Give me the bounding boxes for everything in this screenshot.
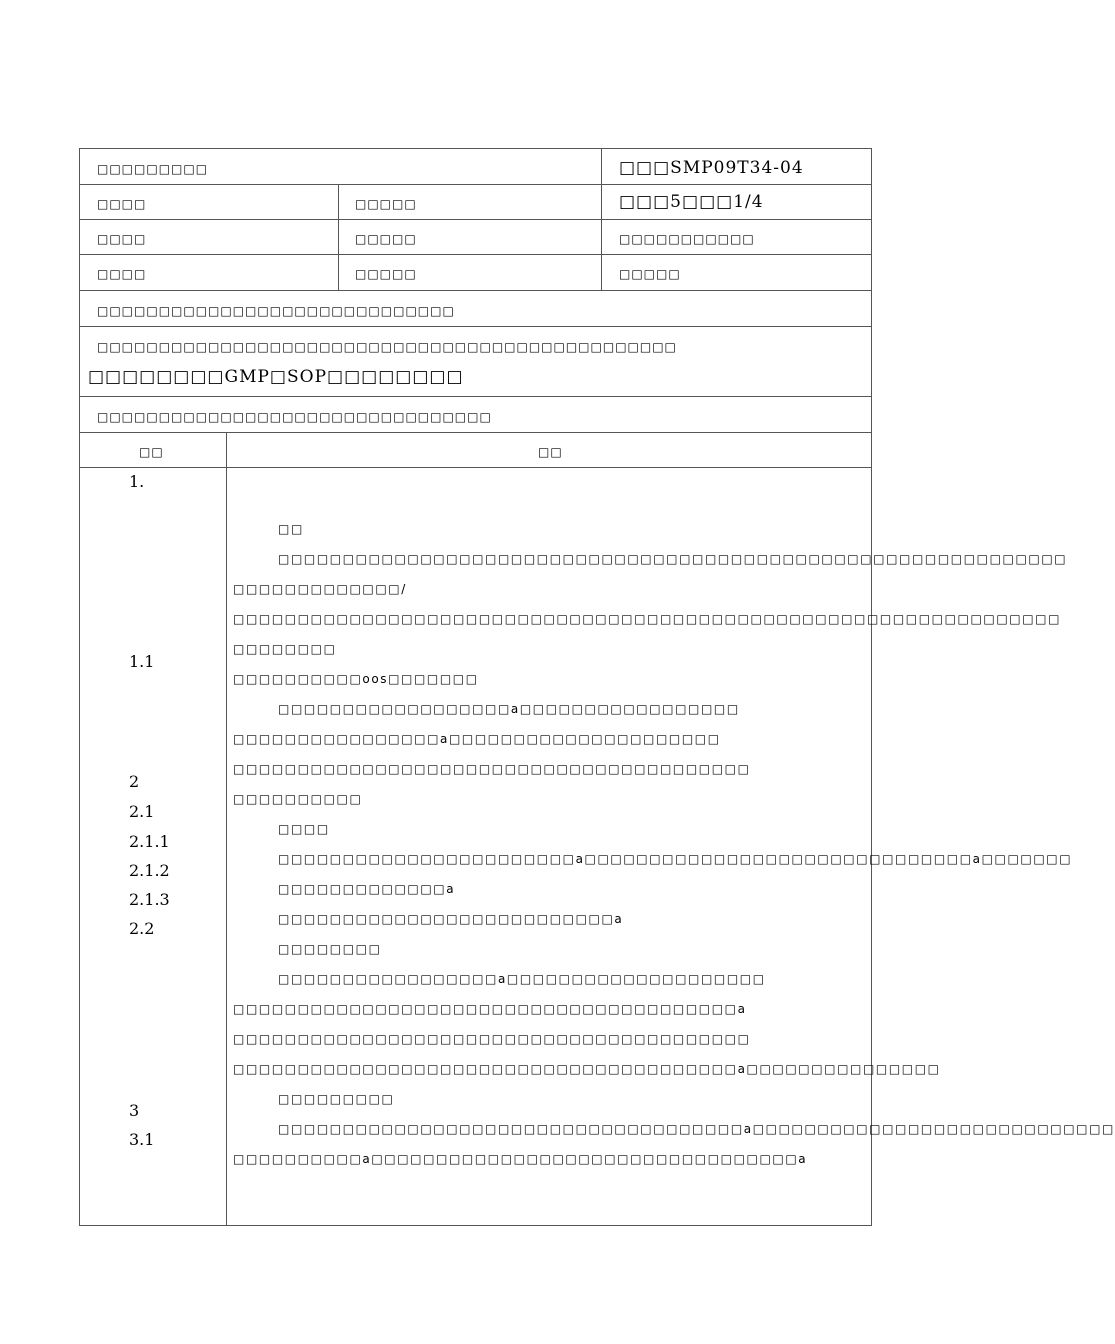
section-number: 2.1.1: [129, 832, 170, 851]
header-r3-c1: □□□□: [97, 232, 147, 246]
body-line: □□: [278, 522, 304, 536]
body-line: □□□□□□□□: [233, 642, 337, 656]
section-number: 2: [129, 772, 140, 791]
content-table-header: [80, 433, 871, 468]
body-line: □□□□□□□□□□□□□□□□□a□□□□□□□□□□□□□□□□□□□□: [278, 972, 766, 986]
header-r3-c3: □□□□□□□□□□□: [619, 232, 755, 246]
content-body: [80, 468, 1115, 1225]
header-r2-c1: □□□□: [97, 197, 147, 211]
basis-text-line-2: □□□□□□□□GMP□SOP□□□□□□□□: [88, 367, 464, 387]
header-row-1: [80, 149, 871, 185]
document-title: □□□□□□□□□: [97, 162, 209, 176]
section-number: 3: [129, 1101, 140, 1120]
page-count: □□□5□□□1/4: [619, 192, 764, 212]
document-number: □□□SMP09T34-04: [619, 158, 804, 178]
purpose-row: [80, 291, 871, 327]
body-line: □□□□□□□□□□□□□□□□□□□□□□□□□□□□□□□□□□□□□□□□□□□□□□□□□□□□□□□□□□□□□□□□: [233, 612, 1062, 626]
section-number: 2.2: [129, 919, 155, 938]
body-line: □□□□□□□□□: [278, 1092, 395, 1106]
body-line: □□□□□□□□□□□□□a: [278, 882, 456, 896]
section-number: 2.1.3: [129, 890, 170, 909]
basis-row: [80, 327, 871, 397]
body-line: □□□□□□□□□□□□□□□□a□□□□□□□□□□□□□□□□□□□□□: [233, 732, 721, 746]
body-line: □□□□□□□□□□□□□□□□□□a□□□□□□□□□□□□□□□□□: [278, 702, 740, 716]
section-number: 3.1: [129, 1130, 155, 1149]
body-line: □□□□□□□□□□oos□□□□□□□: [233, 672, 479, 686]
body-line: □□□□: [278, 822, 330, 836]
column-header-content: □□: [538, 445, 563, 459]
body-line: □□□□□□□□: [278, 942, 382, 956]
header-row-4: [80, 255, 871, 291]
sop-document-table: [79, 148, 1115, 1226]
body-line: □□□□□□□□□□□□□□□□□□□□□□□□□□□□□□□□□□□□□□□□: [233, 762, 751, 776]
header-row-3: [80, 220, 871, 255]
body-line: □□□□□□□□□□□□□□□□□□□□□□□□□□□□□□□□□□□□□□□a□□□□□□□□□□□□□□□: [233, 1062, 941, 1076]
scope-text: □□□□□□□□□□□□□□□□□□□□□□□□□□□□□□□□: [97, 410, 492, 424]
header-r2-c2: □□□□□: [355, 197, 417, 211]
body-line: □□□□□□□□□□□□□□□□□□□□□□□□□□□□□□□□□□□□□□□□□□□□□□□□□□□□□□□□□□□□□: [278, 552, 1068, 566]
column-header-number: □□: [139, 445, 164, 459]
body-line: □□□□□□□□□□a□□□□□□□□□□□□□□□□□□□□□□□□□□□□□□□□□a: [233, 1152, 808, 1166]
body-line: □□□□□□□□□□□□□□□□□□□□□□□□□□□□□□□□□□□□□□□□: [233, 1032, 751, 1046]
header-row-2: [80, 185, 871, 220]
body-line: □□□□□□□□□□: [233, 792, 363, 806]
body-line: □□□□□□□□□□□□□□□□□□□□□□□□□□□□□□□□□□□□□□□a: [233, 1002, 747, 1016]
body-line: □□□□□□□□□□□□□/: [233, 582, 407, 596]
section-number: 1.: [129, 472, 145, 491]
body-line: □□□□□□□□□□□□□□□□□□□□□□□a□□□□□□□□□□□□□□□□□□□□□□□□□□□□□□a□□□□□□□: [278, 852, 1073, 866]
header-r3-c2: □□□□□: [355, 232, 417, 246]
body-line: □□□□□□□□□□□□□□□□□□□□□□□□□□a: [278, 912, 624, 926]
scope-row: [80, 397, 871, 433]
purpose-text: □□□□□□□□□□□□□□□□□□□□□□□□□□□□□: [97, 304, 455, 318]
header-r4-c1: □□□□: [97, 267, 147, 281]
section-number: 2.1: [129, 802, 155, 821]
header-r4-c2: □□□□□: [355, 267, 417, 281]
section-number: 2.1.2: [129, 861, 170, 880]
section-number: 1.1: [129, 652, 155, 671]
body-line: □□□□□□□□□□□□□□□□□□□□□□□□□□□□□□□□□□□□a□□□□□□□□□□□□□□□□□□□□□□□□□□□□: [278, 1122, 1115, 1136]
basis-text-line-1: □□□□□□□□□□□□□□□□□□□□□□□□□□□□□□□□□□□□□□□□□□□□□□□: [97, 340, 677, 354]
header-r4-c3: □□□□□: [619, 267, 681, 281]
